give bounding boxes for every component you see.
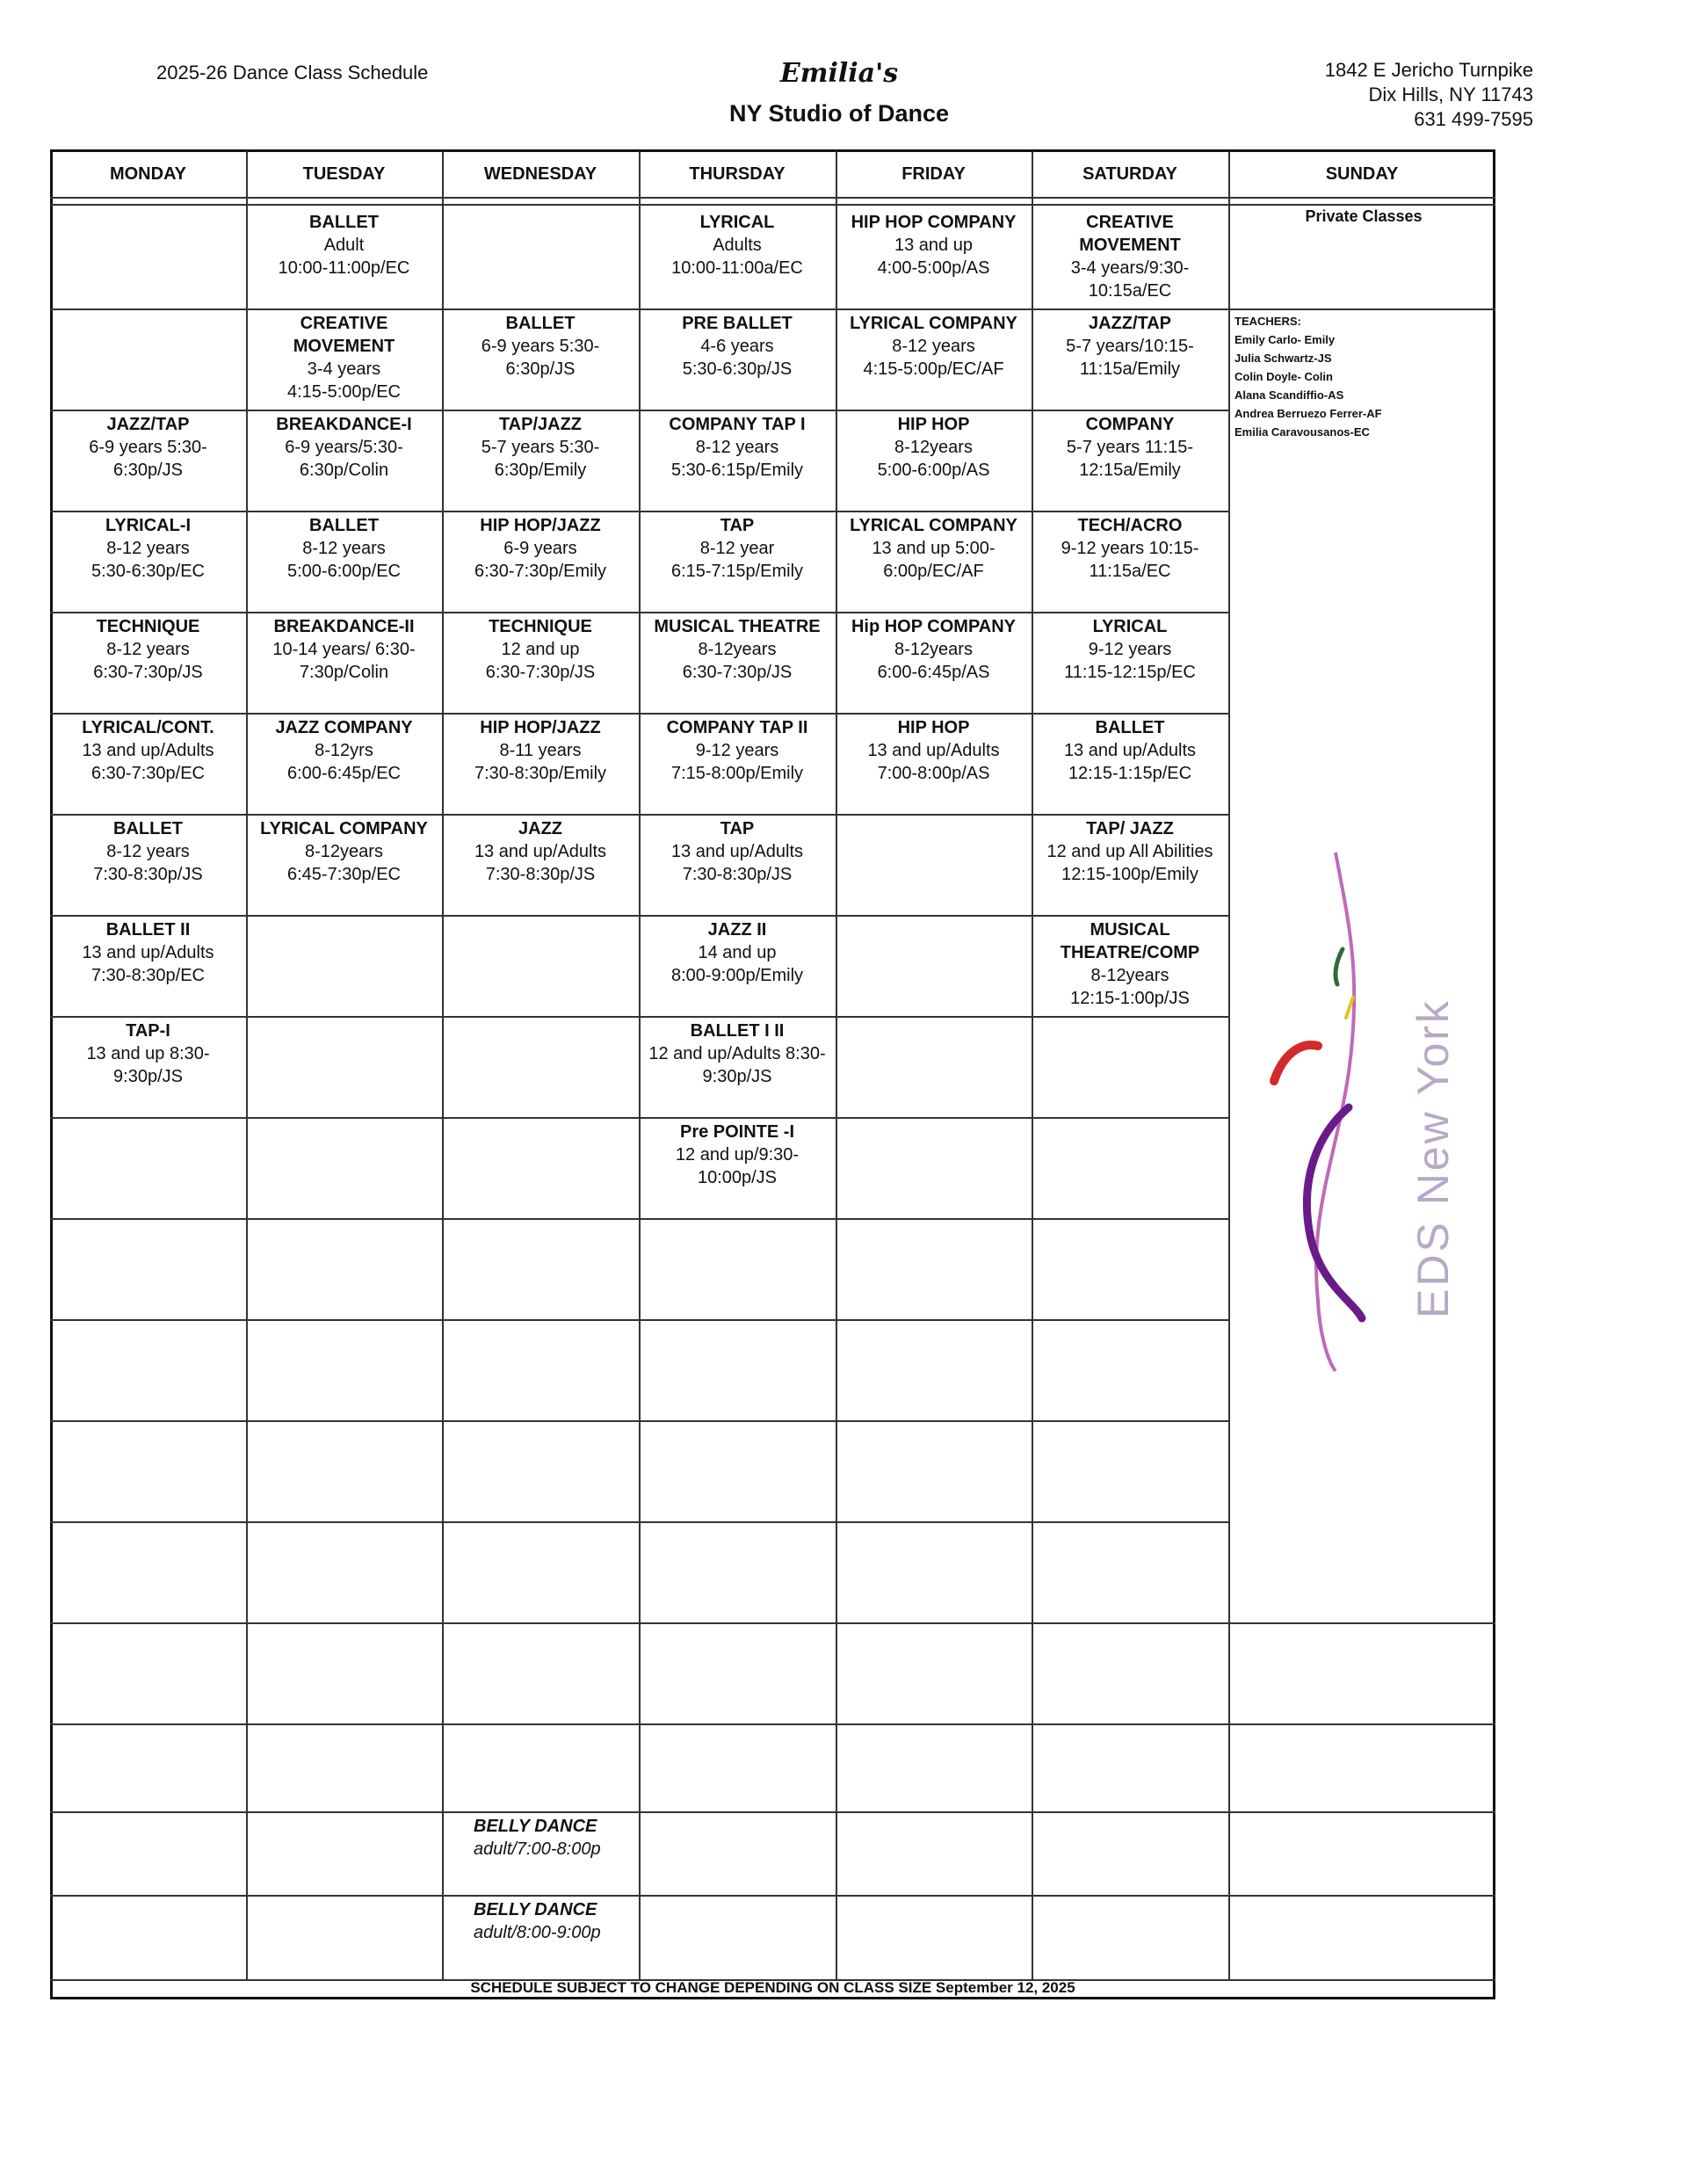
class-title: COMPANY TAP I	[669, 415, 806, 434]
class-title: JAZZ/TAP	[1088, 314, 1172, 333]
schedule-title: 2025-26 Dance Class Schedule	[156, 62, 429, 83]
class-title: LYRICAL-I	[105, 516, 192, 535]
logo-red-swoosh	[1274, 1045, 1318, 1081]
eds-new-york-logo	[1265, 844, 1485, 1389]
class-title: JAZZ COMPANY	[275, 718, 413, 737]
studio-address	[1325, 58, 1533, 132]
class-title: TECHNIQUE	[96, 617, 200, 636]
class-cell	[639, 410, 836, 482]
class-details: 3-4 years/9:30- 10:15a/EC	[1070, 258, 1190, 301]
class-cell	[442, 814, 639, 886]
class-cell	[1032, 410, 1228, 482]
class-title: BELLY DANCE	[474, 1817, 597, 1836]
logo-green-stroke	[1336, 949, 1343, 984]
class-title: HIP HOP COMPANY	[851, 213, 1017, 232]
class-title: PRE BALLET	[682, 314, 793, 333]
class-cell	[50, 410, 246, 482]
column-divider	[1228, 151, 1230, 1979]
class-details: 8-11 years 7:30-8:30p/Emily	[474, 741, 607, 783]
class-details: 5-7 years 11:15- 12:15a/Emily	[1066, 438, 1194, 480]
sunday-divider	[1228, 1811, 1495, 1813]
sunday-divider	[1228, 1622, 1495, 1624]
class-title: LYRICAL COMPANY	[850, 314, 1017, 333]
day-header-monday: MONDAY	[109, 163, 187, 184]
class-details: 8-12 years 5:30-6:30p/EC	[91, 539, 205, 581]
class-title: HIP HOP/JAZZ	[480, 718, 601, 737]
class-title: TECHNIQUE	[489, 617, 592, 636]
class-cell	[50, 814, 246, 886]
class-title: BALLET I II	[690, 1021, 785, 1041]
class-title: BALLET	[505, 314, 576, 333]
class-cell	[50, 915, 246, 987]
class-title: BALLET II	[105, 920, 191, 940]
class-cell	[639, 308, 836, 381]
class-cell	[639, 612, 836, 684]
class-title: LYRICAL	[1092, 617, 1168, 636]
class-details: 13 and up/Adults 6:30-7:30p/EC	[82, 741, 214, 783]
class-title: JAZZ	[518, 819, 562, 838]
class-cell	[442, 713, 639, 785]
class-title: BREAKDANCE-II	[273, 617, 415, 636]
teacher-item: Andrea Berruezo Ferrer-AF	[1234, 407, 1382, 420]
class-cell	[246, 308, 442, 403]
class-cell	[836, 207, 1032, 279]
class-title: MUSICAL THEATRE	[654, 617, 821, 636]
belly-dance-cell	[442, 1811, 639, 1861]
private-classes-label: Private Classes	[1305, 207, 1423, 225]
teacher-item: Alana Scandiffio-AS	[1234, 388, 1344, 402]
class-details: 12 and up All Abilities 12:15-100p/Emily	[1046, 842, 1213, 884]
class-details: 9-12 years 7:15-8:00p/Emily	[670, 741, 804, 783]
class-cell	[1032, 713, 1228, 785]
class-details: 12 and up 6:30-7:30p/JS	[485, 640, 596, 682]
class-details: 5-7 years/10:15- 11:15a/Emily	[1066, 337, 1194, 379]
class-cell	[1032, 814, 1228, 886]
header-divider	[50, 197, 1495, 199]
class-details: 8-12 years 7:30-8:30p/JS	[93, 842, 203, 884]
class-cell	[246, 410, 442, 482]
class-cell	[246, 207, 442, 279]
day-header-wednesday: WEDNESDAY	[483, 163, 597, 184]
class-title: BALLET	[309, 516, 379, 535]
day-header-tuesday: TUESDAY	[302, 163, 386, 184]
class-title: TECH/ACRO	[1077, 516, 1183, 535]
day-header-saturday: SATURDAY	[1082, 163, 1177, 184]
class-title: HIP HOP	[897, 718, 970, 737]
class-title: TAP	[720, 819, 755, 838]
class-details: 12 and up/Adults 8:30- 9:30p/JS	[648, 1044, 826, 1086]
class-cell	[639, 511, 836, 583]
class-title: Pre POINTE -I	[679, 1122, 795, 1142]
class-details: 13 and up/Adults 12:15-1:15p/EC	[1063, 741, 1197, 783]
sunday-divider	[1228, 308, 1495, 310]
class-details: 8-12years 5:00-6:00p/AS	[877, 438, 990, 480]
teachers-list	[1234, 312, 1382, 441]
class-cell	[50, 713, 246, 785]
teacher-item: Colin Doyle- Colin	[1234, 370, 1333, 383]
class-cell	[639, 814, 836, 886]
class-title: TAP	[720, 516, 755, 535]
belly-dance-cell	[442, 1895, 639, 1944]
class-title: LYRICAL COMPANY	[850, 516, 1017, 535]
class-details: 10-14 years/ 6:30- 7:30p/Colin	[272, 640, 416, 682]
class-cell	[246, 612, 442, 684]
day-header-thursday: THURSDAY	[689, 163, 786, 184]
class-cell	[1032, 207, 1228, 302]
class-details: 8-12years 12:15-1:00p/JS	[1070, 966, 1190, 1008]
class-details: 6-9 years/5:30- 6:30p/Colin	[285, 438, 403, 480]
class-title: COMPANY TAP II	[666, 718, 808, 737]
logo-text: EDS New York	[1408, 998, 1458, 1318]
class-details: 9-12 years 11:15-12:15p/EC	[1064, 640, 1196, 682]
class-cell	[1032, 915, 1228, 1010]
class-cell	[442, 410, 639, 482]
day-header-sunday: SUNDAY	[1325, 163, 1399, 184]
class-details: 8-12years 6:30-7:30p/JS	[682, 640, 793, 682]
class-title: LYRICAL	[699, 213, 775, 232]
class-title: CREATIVE MOVEMENT	[293, 314, 395, 356]
teacher-item: Emily Carlo- Emily	[1234, 333, 1336, 346]
class-cell	[246, 713, 442, 785]
class-cell	[50, 612, 246, 684]
class-details: 13 and up 4:00-5:00p/AS	[877, 236, 990, 278]
class-title: Hip HOP COMPANY	[851, 617, 1017, 636]
class-title: JAZZ II	[707, 920, 767, 940]
class-details: Adults 10:00-11:00a/EC	[671, 236, 803, 278]
class-details: 8-12 year 6:15-7:15p/Emily	[670, 539, 804, 581]
class-details: 12 and up/9:30- 10:00p/JS	[675, 1145, 800, 1187]
teacher-item: Emilia Caravousanos-EC	[1234, 425, 1370, 439]
class-details: adult/8:00-9:00p	[474, 1923, 601, 1942]
class-details: adult/7:00-8:00p	[474, 1839, 601, 1859]
class-cell	[1032, 511, 1228, 583]
class-details: 8-12 years 5:00-6:00p/EC	[287, 539, 401, 581]
class-cell	[836, 410, 1032, 482]
class-cell	[639, 207, 836, 279]
class-cell	[639, 1016, 836, 1088]
class-details: 13 and up/Adults 7:30-8:30p/JS	[670, 842, 804, 884]
schedule-footer-note: SCHEDULE SUBJECT TO CHANGE DEPENDING ON CLASS SIZE September 12, 2025	[470, 1979, 1075, 1996]
class-title: BALLET	[309, 213, 379, 232]
class-details: 13 and up 5:00- 6:00p/EC/AF	[872, 539, 996, 581]
address-line-1: 1842 E Jericho Turnpike	[1324, 59, 1533, 81]
class-title: MUSICAL THEATRE/COMP	[1060, 920, 1200, 962]
studio-script-name: Emilia's	[779, 58, 899, 89]
sunday-divider	[1228, 1895, 1495, 1897]
class-details: 8-12 years 4:15-5:00p/EC/AF	[863, 337, 1004, 379]
class-cell	[246, 814, 442, 886]
class-cell	[836, 308, 1032, 381]
class-title: TAP/ JAZZ	[1086, 819, 1174, 838]
class-title: BALLET	[113, 819, 183, 838]
class-details: 13 and up/Adults 7:30-8:30p/JS	[474, 842, 607, 884]
class-details: 6-9 years 6:30-7:30p/Emily	[474, 539, 607, 581]
class-cell	[1032, 308, 1228, 381]
class-cell	[639, 1117, 836, 1189]
class-title: HIP HOP	[897, 415, 970, 434]
class-details: 8-12years 6:00-6:45p/AS	[877, 640, 990, 682]
class-cell	[836, 511, 1032, 583]
class-details: 8-12 years 5:30-6:15p/Emily	[670, 438, 804, 480]
class-details: 6-9 years 5:30- 6:30p/JS	[89, 438, 207, 480]
class-cell	[442, 511, 639, 583]
class-title: LYRICAL/CONT.	[82, 718, 214, 737]
phone-number: 631 499-7595	[1414, 108, 1533, 130]
teachers-heading: TEACHERS:	[1234, 315, 1301, 328]
teacher-item: Julia Schwartz-JS	[1234, 352, 1332, 365]
class-cell	[442, 308, 639, 381]
class-cell	[246, 511, 442, 583]
class-details: 8-12 years 6:30-7:30p/JS	[93, 640, 203, 682]
class-details: 14 and up 8:00-9:00p/Emily	[670, 943, 804, 985]
class-title: LYRICAL COMPANY	[260, 819, 428, 838]
class-title: BELLY DANCE	[474, 1900, 597, 1919]
class-details: 5-7 years 5:30- 6:30p/Emily	[481, 438, 600, 480]
class-details: 6-9 years 5:30- 6:30p/JS	[481, 337, 600, 379]
class-title: COMPANY	[1085, 415, 1175, 434]
class-details: 9-12 years 10:15- 11:15a/EC	[1061, 539, 1199, 581]
class-title: HIP HOP/JAZZ	[480, 516, 601, 535]
day-header-friday: FRIDAY	[901, 163, 966, 184]
sunday-divider	[1228, 1723, 1495, 1725]
class-cell	[836, 713, 1032, 785]
class-details: 4-6 years 5:30-6:30p/JS	[682, 337, 793, 379]
class-details: 8-12years 6:45-7:30p/EC	[287, 842, 401, 884]
class-title: TAP-I	[126, 1021, 170, 1041]
class-details: 13 and up/Adults 7:00-8:00p/AS	[867, 741, 1000, 783]
class-details: 13 and up 8:30- 9:30p/JS	[86, 1044, 210, 1086]
class-title: JAZZ/TAP	[106, 415, 190, 434]
class-cell	[442, 612, 639, 684]
studio-name: NY Studio of Dance	[728, 100, 950, 127]
class-title: BREAKDANCE-I	[276, 415, 412, 434]
class-details: 3-4 years 4:15-5:00p/EC	[287, 359, 401, 402]
class-cell	[836, 612, 1032, 684]
class-title: TAP/JAZZ	[498, 415, 583, 434]
class-cell	[50, 1016, 246, 1088]
class-title: BALLET	[1095, 718, 1165, 737]
class-title: CREATIVE MOVEMENT	[1079, 213, 1181, 255]
class-cell	[50, 511, 246, 583]
class-cell	[1032, 612, 1228, 684]
address-line-2: Dix Hills, NY 11743	[1368, 83, 1533, 105]
class-cell	[639, 713, 836, 785]
header-divider	[50, 204, 1495, 206]
class-details: 13 and up/Adults 7:30-8:30p/EC	[82, 943, 214, 985]
class-details: Adult 10:00-11:00p/EC	[278, 236, 410, 278]
class-cell	[639, 915, 836, 987]
class-details: 8-12yrs 6:00-6:45p/EC	[287, 741, 401, 783]
